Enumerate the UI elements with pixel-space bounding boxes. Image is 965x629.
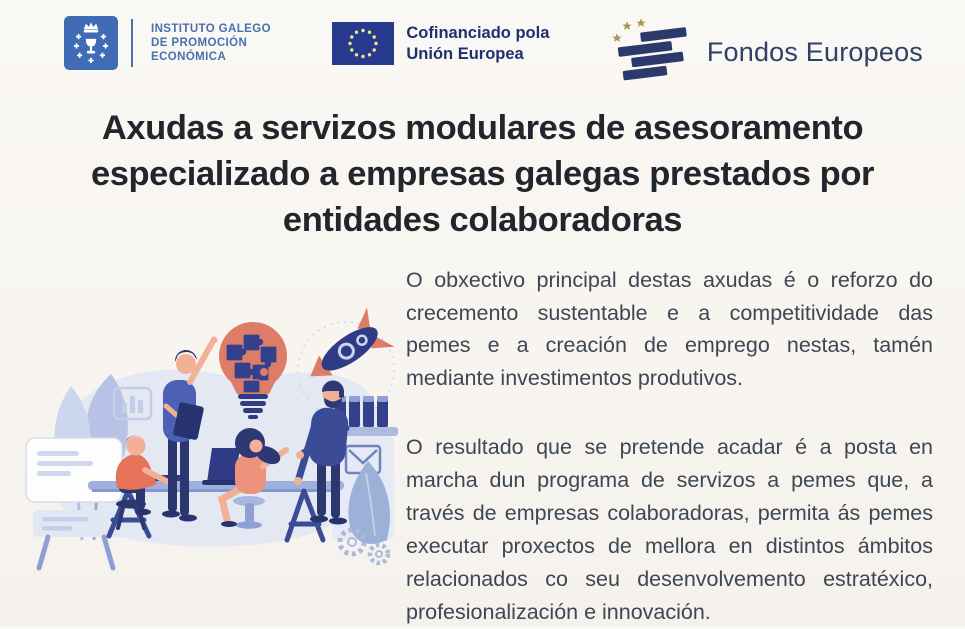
- eu-flag-icon: [332, 22, 394, 65]
- page-title-line3: entidades colaboradoras: [282, 200, 683, 239]
- eu-cofinanced-logo: [332, 22, 549, 65]
- logo-header: [0, 0, 965, 86]
- igape-divider: [131, 19, 133, 67]
- paragraph-objective: O obxectivo principal destas axudas é o reforzo do crecemento sustentable e a competitividade das pemes e a creación de emprego nestas, tamén mediante investimentos produtivos.: [406, 267, 933, 391]
- team-illustration: [0, 262, 402, 629]
- igape-name: INSTITUTO GALEGO DE PROMOCIÓN ECONÓMICA: [151, 22, 271, 63]
- fondos-europeos-logo: [611, 18, 923, 86]
- paragraph-result: O resultado que se pretende acadar é a posta en marcha dun programa de servizos a pemes que, a través de empresas colaboradoras, permita ás pemes executar proxectos de mellora en distintos ámbitos relacionados co seu desenvolvemento estratéxico, profesionalización e innovación.: [406, 435, 933, 624]
- body-text: [402, 262, 965, 629]
- page-title-line2: especializado a empresas galegas prestados por: [90, 154, 875, 193]
- main-content: [0, 262, 965, 629]
- fondos-europeos-flag-icon: [611, 18, 697, 86]
- page-title: [0, 106, 965, 244]
- igape-emblem-icon: [64, 16, 118, 70]
- igape-logo: [64, 16, 271, 70]
- fondos-europeos-label: Fondos Europeos: [706, 36, 923, 67]
- eu-cofinanced-label: Cofinanciado pola Unión Europea: [406, 23, 550, 63]
- page-title-line1: Axudas a servizos modulares de asesoramento: [101, 109, 864, 147]
